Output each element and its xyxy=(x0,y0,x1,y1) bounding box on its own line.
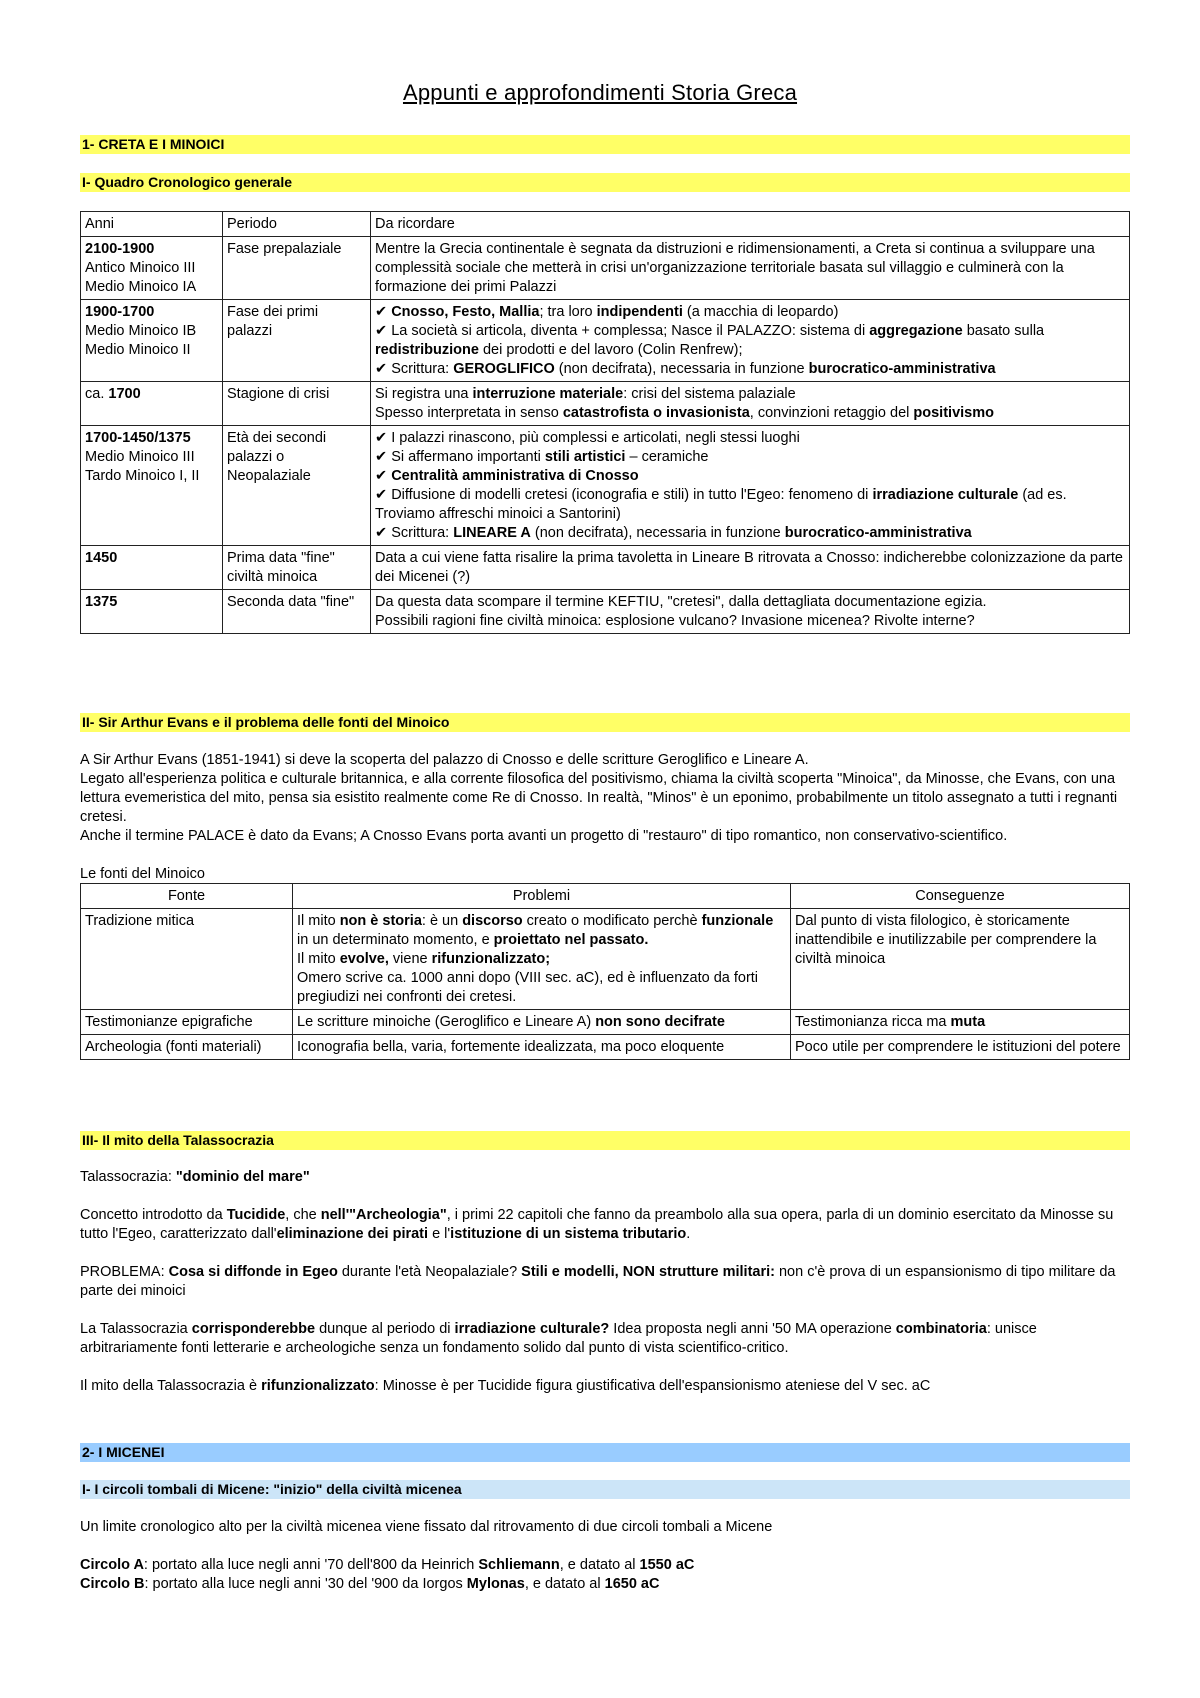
period-cell: Fase dei primi palazzi xyxy=(223,300,371,382)
paragraph: Circolo B: portato alla luce negli anni '30 del '900 da Iorgos Mylonas, e datato al 1650 aC xyxy=(80,1576,660,1592)
problems-cell: Iconografia bella, varia, fortemente idealizzata, ma poco eloquente xyxy=(293,1035,791,1060)
table-row xyxy=(81,1035,1130,1060)
table-header: Conseguenze xyxy=(791,884,1130,909)
paragraph: Circolo A: portato alla luce negli anni '70 dell'800 da Heinrich Schliemann, e datato al 1550 aC xyxy=(80,1557,695,1573)
table-row xyxy=(81,300,1130,382)
table-row xyxy=(81,426,1130,546)
checkmark-icon: ✔ xyxy=(375,468,388,484)
period-cell: Seconda data "fine" xyxy=(223,590,371,634)
notes-cell: Da questa data scompare il termine KEFTIU, "cretesi", dalla dettagliata documentazione egizia. Possibili ragioni fine civiltà minoica: esplosione vulcano? Invasione micenea? Rivolte interne? xyxy=(371,590,1130,634)
table-row xyxy=(81,1010,1130,1035)
notes-cell xyxy=(371,300,1130,382)
period-cell: Fase prepalaziale xyxy=(223,237,371,300)
subsection-heading-evans: II- Sir Arthur Evans e il problema delle fonti del Minoico xyxy=(80,713,1130,732)
consequences-cell: Testimonianza ricca ma muta xyxy=(791,1010,1130,1035)
checkmark-icon: ✔ xyxy=(375,323,388,339)
period-cell: Età dei secondi palazzi o Neopalaziale xyxy=(223,426,371,546)
table-row xyxy=(81,590,1130,634)
years-bold: 1375 xyxy=(85,594,118,610)
notes-cell xyxy=(371,426,1130,546)
paragraph: A Sir Arthur Evans (1851-1941) si deve la scoperta del palazzo di Cnosso e delle scritture Geroglifico e Lineare A. xyxy=(80,752,809,768)
table-row xyxy=(81,237,1130,300)
checkmark-icon: ✔ xyxy=(375,304,388,320)
years-line: Medio Minoico IB xyxy=(85,323,197,339)
years-bold: 1900-1700 xyxy=(85,304,155,320)
consequences-cell: Poco utile per comprendere le istituzioni del potere xyxy=(791,1035,1130,1060)
period-cell: Stagione di crisi xyxy=(223,382,371,426)
subsection-heading-circoli: I- I circoli tombali di Micene: "inizio" della civiltà micenea xyxy=(80,1480,1130,1499)
paragraph: Un limite cronologico alto per la civiltà micenea viene fissato dal ritrovamento di due circoli tombali a Micene xyxy=(80,1519,773,1535)
source-cell: Testimonianze epigrafiche xyxy=(81,1010,293,1035)
paragraph: La Talassocrazia corrisponderebbe dunque al periodo di irradiazione culturale? Idea proposta negli anni '50 MA operazione combinatoria: unisce arbitrariamente fonti letterarie e archeologiche senza un fondamento solido dal punto di vista scientifico-critico. xyxy=(80,1321,1037,1356)
years-bold: 1700-1450/1375 xyxy=(85,430,191,446)
table-header: Fonte xyxy=(81,884,293,909)
years-cell xyxy=(81,426,223,546)
subsection-heading-talassocrazia: III- Il mito della Talassocrazia xyxy=(80,1131,1130,1150)
bullet-item: ✔ Scrittura: LINEARE A (non decifrata), necessaria in funzione burocratico-amministrativa xyxy=(375,525,972,541)
bullet-item: ✔ Diffusione di modelli cretesi (iconografia e stili) in tutto l'Egeo: fenomeno di irradiazione culturale (ad es. Troviamo affreschi minoici a Santorini) xyxy=(375,487,1067,522)
source-cell: Tradizione mitica xyxy=(81,909,293,1010)
checkmark-icon: ✔ xyxy=(375,449,388,465)
bullet-item: ✔ I palazzi rinascono, più complessi e articolati, negli stessi luoghi xyxy=(375,430,800,446)
paragraph: Legato all'esperienza politica e culturale britannica, e alla corrente filosofica del positivismo, chiama la civiltà scoperta "Minoica", da Minosse, che Evans, con una lettura evemeristica del mito, pensa sia esistito realmente come Re di Cnosso. In realtà, "Minos" è un eponimo, probabilmente un titolo assegnato a tutti i regnanti cretesi. xyxy=(80,771,1118,825)
bullet-item: ✔ La società si articola, diventa + complessa; Nasce il PALAZZO: sistema di aggregazione basato sulla redistribuzione dei prodotti e del lavoro (Colin Renfrew); xyxy=(375,323,1045,358)
table-row xyxy=(81,382,1130,426)
years-line: Medio Minoico IA xyxy=(85,279,197,295)
checkmark-icon: ✔ xyxy=(375,361,388,377)
checkmark-icon: ✔ xyxy=(375,430,388,446)
table-header: Periodo xyxy=(223,212,371,237)
table-header: Problemi xyxy=(293,884,791,909)
years-cell xyxy=(81,237,223,300)
subsection-heading-cronologico: I- Quadro Cronologico generale xyxy=(80,173,1130,192)
problems-cell: Le scritture minoiche (Geroglifico e Lineare A) non sono decifrate xyxy=(293,1010,791,1035)
table-caption: Le fonti del Minoico xyxy=(80,866,205,882)
talassocrazia-text xyxy=(80,1168,1130,1396)
period-cell: Prima data "fine" civiltà minoica xyxy=(223,546,371,590)
years-line: Medio Minoico II xyxy=(85,342,191,358)
years-line: Antico Minoico III xyxy=(85,260,196,276)
bullet-item: ✔ Cnosso, Festo, Mallia; tra loro indipendenti (a macchia di leopardo) xyxy=(375,304,839,320)
paragraph: PROBLEMA: Cosa si diffonde in Egeo durante l'età Neopalaziale? Stili e modelli, NON strutture militari: non c'è prova di un espansionismo di tipo militare da parte dei minoici xyxy=(80,1264,1116,1299)
years-bold: 2100-1900 xyxy=(85,241,155,257)
years-cell: ca. 1700 xyxy=(81,382,223,426)
paragraph: Concetto introdotto da Tucidide, che nell'"Archeologia", i primi 22 capitoli che fanno da preambolo alla sua opera, parla di un dominio esercitato da Minosse su tutto l'Egeo, caratterizzato dall'eliminazione dei pirati e l'istituzione di un sistema tributario. xyxy=(80,1207,1114,1242)
table-header-row xyxy=(81,884,1130,909)
bullet-item: ✔ Scrittura: GEROGLIFICO (non decifrata), necessaria in funzione burocratico-amministrativa xyxy=(375,361,996,377)
notes-cell: Data a cui viene fatta risalire la prima tavoletta in Lineare B ritrovata a Cnosso: indicherebbe colonizzazione da parte dei Micenei (?) xyxy=(371,546,1130,590)
years-cell xyxy=(81,546,223,590)
source-cell: Archeologia (fonti materiali) xyxy=(81,1035,293,1060)
table-header: Anni xyxy=(81,212,223,237)
sources-table xyxy=(80,883,1130,1060)
table-row xyxy=(81,546,1130,590)
page-title: Appunti e approfondimenti Storia Greca xyxy=(402,80,798,105)
chronology-table xyxy=(80,211,1130,634)
years-cell xyxy=(81,590,223,634)
paragraph: Talassocrazia: "dominio del mare" xyxy=(80,1169,310,1185)
table-row xyxy=(81,909,1130,1010)
evans-text xyxy=(80,751,1130,884)
notes-cell: Si registra una interruzione materiale: crisi del sistema palaziale Spesso interpretata in senso catastrofista o invasionista, convinzioni retaggio del positivismo xyxy=(371,382,1130,426)
bullet-item: ✔ Centralità amministrativa di Cnosso xyxy=(375,468,639,484)
notes-cell: Mentre la Grecia continentale è segnata da distruzioni e ridimensionamenti, a Creta si continua a sviluppare una complessità sociale che metterà in crisi un'organizzazione territoriale basata sul villaggio e culminerà con la formazione dei primi Palazzi xyxy=(371,237,1130,300)
checkmark-icon: ✔ xyxy=(375,525,388,541)
paragraph: Il mito della Talassocrazia è rifunzionalizzato: Minosse è per Tucidide figura giustificativa dell'espansionismo ateniese del V sec. aC xyxy=(80,1378,931,1394)
section-heading-creta: 1- CRETA E I MINOICI xyxy=(80,135,1130,154)
consequences-cell: Dal punto di vista filologico, è storicamente inattendibile e inutilizzabile per comprendere la civiltà minoica xyxy=(791,909,1130,1010)
paragraph: Anche il termine PALACE è dato da Evans; A Cnosso Evans porta avanti un progetto di "restauro" di tipo romantico, non conservativo-scientifico. xyxy=(80,828,1008,844)
problems-cell: Il mito non è storia: è un discorso creato o modificato perchè funzionale in un determinato momento, e proiettato nel passato. Il mito evolve, viene rifunzionalizzato; Omero scrive ca. 1000 anni dopo (VIII sec. aC), ed è influenzato da forti pregiudizi nei confronti dei cretesi. xyxy=(293,909,791,1010)
table-header-row xyxy=(81,212,1130,237)
checkmark-icon: ✔ xyxy=(375,487,388,503)
bullet-item: ✔ Si affermano importanti stili artistici – ceramiche xyxy=(375,449,709,465)
micenei-text xyxy=(80,1518,1130,1594)
years-line: Tardo Minoico I, II xyxy=(85,468,200,484)
years-bold: 1700 xyxy=(108,386,141,402)
years-line: Medio Minoico III xyxy=(85,449,195,465)
years-bold: 1450 xyxy=(85,550,118,566)
years-cell xyxy=(81,300,223,382)
table-header: Da ricordare xyxy=(371,212,1130,237)
section-heading-micenei: 2- I MICENEI xyxy=(80,1443,1130,1462)
